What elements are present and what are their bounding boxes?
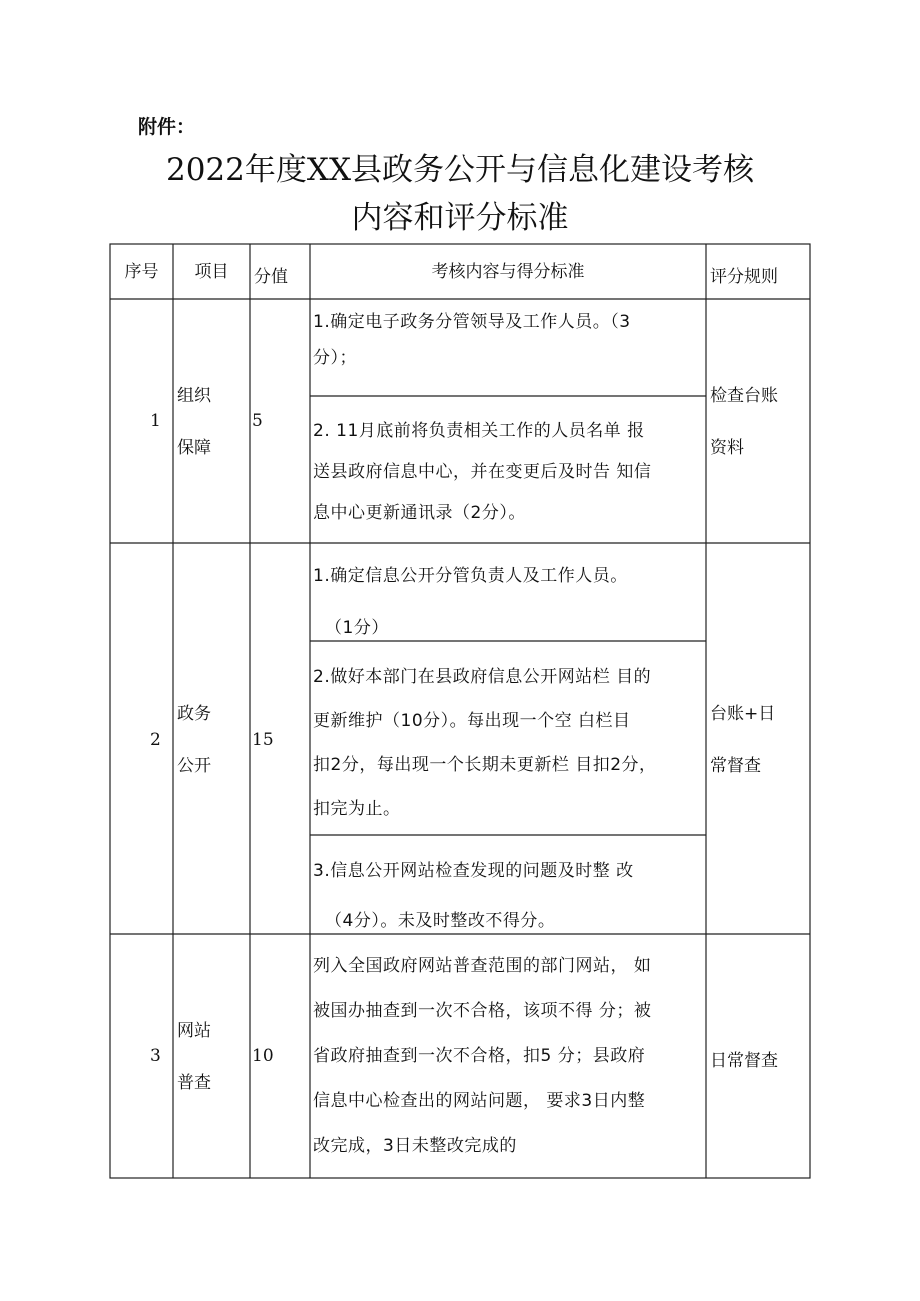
content-line: 列入全国政府网站普查范围的部门网站， 如 (313, 956, 652, 976)
content-cell (313, 846, 705, 946)
row-item-line: 保障 (177, 438, 211, 458)
content-cell (313, 304, 705, 376)
row-rule (710, 1046, 778, 1071)
content-line: 信息中心检查出的网站问题， 要求3日内整 (313, 1091, 646, 1111)
content-line: 2. 11月底前将负责相关工作的人员名单 报 (313, 421, 645, 441)
attachment-label: 附件： (138, 116, 196, 138)
row-rule-line: 检查台账 (710, 386, 778, 406)
row-index: 1 (150, 411, 161, 431)
row-score: 10 (252, 1046, 274, 1066)
content-line: 扣完为止。 (313, 799, 401, 819)
row-item (177, 1005, 211, 1109)
row-item-line: 组织 (177, 386, 211, 406)
row-item-line: 政务 (177, 704, 211, 724)
content-line: 被国办抽查到一次不合格，该项不得 分；被 (313, 1001, 652, 1021)
content-line: 2.做好本部门在县政府信息公开网站栏 目的 (313, 667, 652, 687)
content-line: 分）； (313, 348, 357, 368)
row-rule-line: 资料 (710, 438, 744, 458)
content-line: 息中心更新通讯录（2分）。 (313, 503, 526, 523)
header-score: 分值 (254, 267, 288, 287)
document-title-line2: 内容和评分标准 (351, 200, 569, 236)
content-cell (313, 655, 705, 831)
header-content: 考核内容与得分标准 (431, 262, 585, 282)
header-item: 项目 (194, 262, 229, 282)
content-line: 送县政府信息中心，并在变更后及时告 知信 (313, 462, 652, 482)
document-title-line1: 2022年度XX县政务公开与信息化建设考核 (165, 152, 755, 188)
content-line: （1分） (325, 618, 389, 638)
content-line: （4分）。未及时整改不得分。 (325, 911, 556, 931)
header-index: 序号 (124, 262, 159, 282)
header-rule: 评分规则 (710, 267, 778, 287)
row-item-line: 普查 (177, 1073, 211, 1093)
row-score: 15 (252, 730, 274, 750)
row-index: 3 (150, 1046, 161, 1066)
row-rule-line: 台账+日 (710, 704, 776, 724)
row-score: 5 (252, 411, 263, 431)
row-item (177, 688, 211, 792)
content-line: 3.信息公开网站检查发现的问题及时整 改 (313, 861, 634, 881)
row-item (177, 370, 211, 474)
content-line: 更新维护（10分）。每出现一个空 白栏目 (313, 711, 631, 731)
content-cell (313, 550, 705, 654)
row-index: 2 (150, 730, 161, 750)
row-item-line: 公开 (177, 756, 211, 776)
content-line: 扣2分，每出现一个长期未更新栏 目扣2分， (313, 755, 657, 775)
content-line: 省政府抽查到一次不合格，扣5 分；县政府 (313, 1046, 646, 1066)
row-item-line: 网站 (177, 1021, 211, 1041)
content-line: 改完成，3日未整改完成的 (313, 1136, 517, 1156)
content-line: 1.确定信息公开分管负责人及工作人员。 (313, 566, 628, 586)
row-rule-line: 常督查 (710, 756, 761, 776)
row-rule (710, 370, 778, 474)
content-cell (313, 944, 705, 1169)
row-rule-line: 日常督查 (710, 1051, 778, 1071)
content-line: 1.确定电子政务分管领导及工作人员。（3 (313, 312, 631, 332)
content-cell (313, 411, 705, 534)
row-rule (710, 688, 775, 792)
